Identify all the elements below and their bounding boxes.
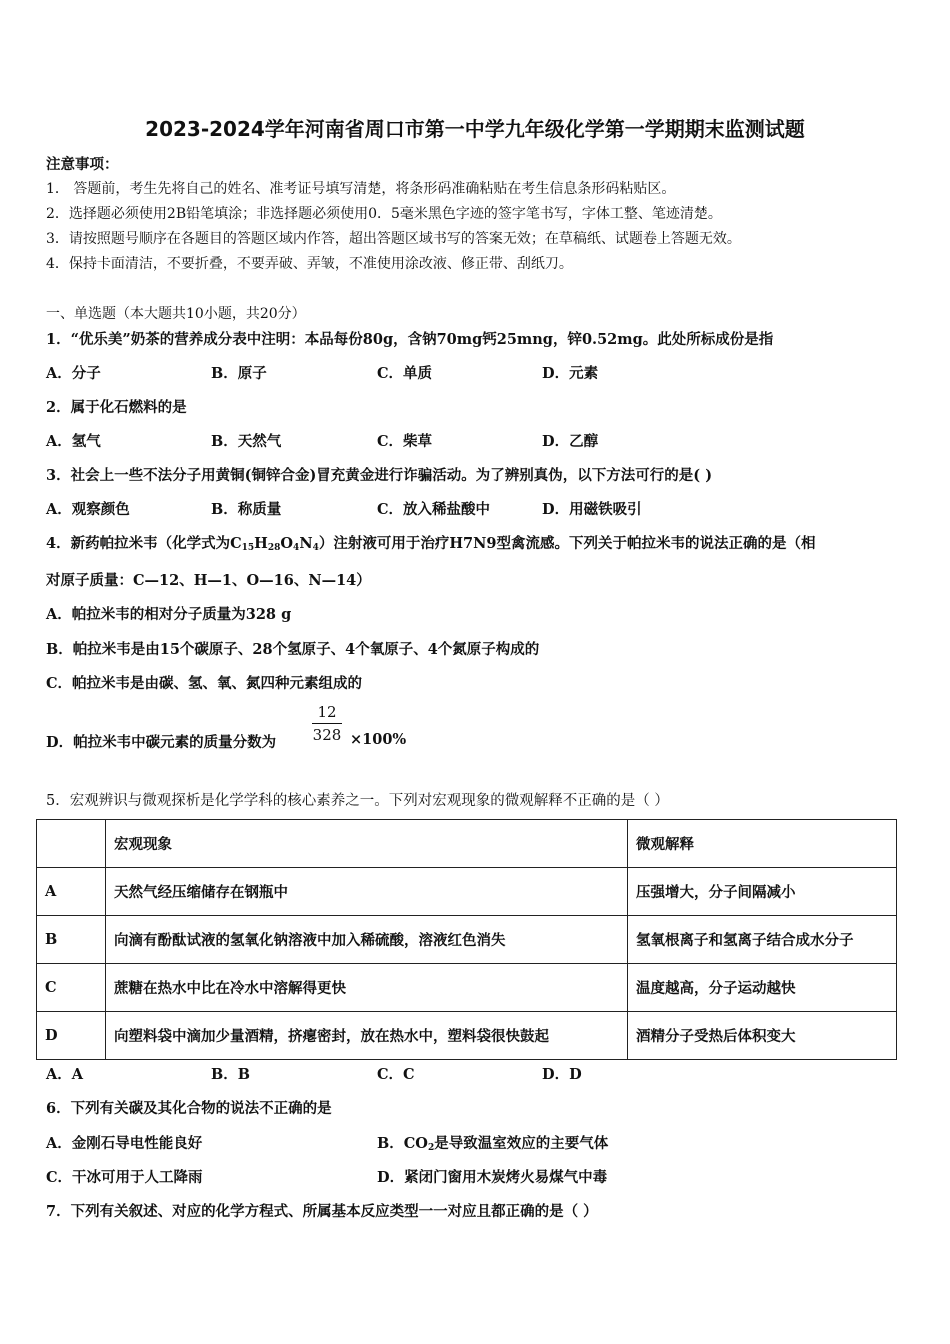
notice-item: 3．请按照题号顺序在各题目的答题区域内作答，超出答题区域书写的答案无效；在草稿纸、试题卷上答题无效。 [46,231,741,247]
table-row [37,916,897,964]
fraction-numerator: 12 [312,703,342,724]
q4-option-a: A．帕拉米韦的相对分子质量为328 g [46,606,292,623]
table-cell: 蔗糖在热水中比在冷水中溶解得更快 [106,964,628,1012]
notice-item: 2．选择题必须使用2B铅笔填涂；非选择题必须使用0．5毫米黑色字迹的签字笔书写，字体工整、笔迹清楚。 [46,206,722,222]
table-row [37,964,897,1012]
table-cell: C [37,964,106,1012]
q5-option-b: B．B [211,1066,251,1083]
table-cell: 天然气经压缩储存在钢瓶中 [106,868,628,916]
table-cell: B [37,916,106,964]
q1-option-d: D．元素 [542,365,599,382]
question-4-stem: 4．新药帕拉米韦（化学式为$C_{15}H_{28}O_4N_4$）注射液可用于治疗H7N9型禽流感。下列关于帕拉米韦的说法正确的是（相 [46,535,816,553]
q5-option-c: C．C [377,1066,415,1083]
q3-option-b: B．称质量 [211,501,282,518]
fraction-denominator: 328 [312,726,342,744]
q6-option-c: C．干冰可用于人工降雨 [46,1169,203,1186]
fraction [312,703,342,744]
q3-option-d: D．用磁铁吸引 [542,501,642,518]
table-cell: 向塑料袋中滴加少量酒精，挤瘪密封，放在热水中，塑料袋很快鼓起 [106,1012,628,1060]
q5-option-d: D．D [542,1066,582,1083]
question-5-stem: 5．宏观辨识与微观探析是化学学科的核心素养之一。下列对宏观现象的微观解释不正确的是（ ） [46,793,669,809]
table-cell: 氢氧根离子和氢离子结合成水分子 [628,916,897,964]
q6-option-a: A．金刚石导电性能良好 [46,1135,203,1152]
q1-option-c: C．单质 [377,365,433,382]
q2-option-d: D．乙醇 [542,433,599,450]
table-row [37,1012,897,1060]
q5-table [36,819,897,1060]
q6-option-b: B．$CO_2$是导致温室效应的主要气体 [377,1135,609,1153]
notice-item: 1． 答题前，考生先将自己的姓名、准考证号填写清楚，将条形码准确粘贴在考生信息条形码粘贴区。 [46,181,676,197]
notice-heading: 注意事项： [46,156,119,173]
q3-option-c: C．放入稀盐酸中 [377,501,491,518]
table-cell [37,820,106,868]
question-6-stem: 6．下列有关碳及其化合物的说法不正确的是 [46,1100,332,1117]
section-heading: 一、单选题（本大题共10小题，共20分） [46,306,306,322]
table-cell: 向滴有酚酞试液的氢氧化钠溶液中加入稀硫酸，溶液红色消失 [106,916,628,964]
q5-option-a: A．A [46,1066,84,1083]
notice-item: 4．保持卡面清洁，不要折叠，不要弄破、弄皱，不准使用涂改液、修正带、刮纸刀。 [46,256,573,272]
q4-option-b: B．帕拉米韦是由15个碳原子、28个氢原子、4个氧原子、4个氮原子构成的 [46,641,540,658]
table-cell: 温度越高，分子运动越快 [628,964,897,1012]
q3-option-a: A．观察颜色 [46,501,130,518]
page-title: 2023-2024学年河南省周口市第一中学九年级化学第一学期期末监测试题 [145,117,805,141]
q1-option-a: A．分子 [46,365,101,382]
q4-option-d-suffix: ×100% [350,731,407,748]
table-cell: 压强增大，分子间隔减小 [628,868,897,916]
question-4-stem-line2: 对原子质量：C—12、H—1、O—16、N—14） [46,572,371,589]
table-cell: D [37,1012,106,1060]
q1-option-b: B．原子 [211,365,267,382]
table-cell: A [37,868,106,916]
table-header-micro: 微观解释 [628,820,897,868]
q2-option-c: C．柴草 [377,433,433,450]
table-row [37,868,897,916]
table-header-row [37,820,897,868]
question-2-stem: 2．属于化石燃料的是 [46,399,187,416]
q4-option-c: C．帕拉米韦是由碳、氢、氧、氮四种元素组成的 [46,675,363,692]
question-7-stem: 7．下列有关叙述、对应的化学方程式、所属基本反应类型一一对应且都正确的是（ ） [46,1203,598,1220]
q4-option-d: D．帕拉米韦中碳元素的质量分数为 [46,734,277,751]
table-cell: 酒精分子受热后体积变大 [628,1012,897,1060]
question-3-stem: 3．社会上一些不法分子用黄铜(铜锌合金)冒充黄金进行诈骗活动。为了辨别真伪，以下方法可行的是( ) [46,467,713,484]
q2-option-a: A．氢气 [46,433,101,450]
question-1-stem: 1．“优乐美”奶茶的营养成分表中注明：本品每份80g，含钠70mg钙25mng，锌0.52mg。此处所标成份是指 [46,331,774,348]
table-header-macro: 宏观现象 [106,820,628,868]
q6-option-d: D．紧闭门窗用木炭烤火易煤气中毒 [377,1169,608,1186]
q2-option-b: B．天然气 [211,433,282,450]
